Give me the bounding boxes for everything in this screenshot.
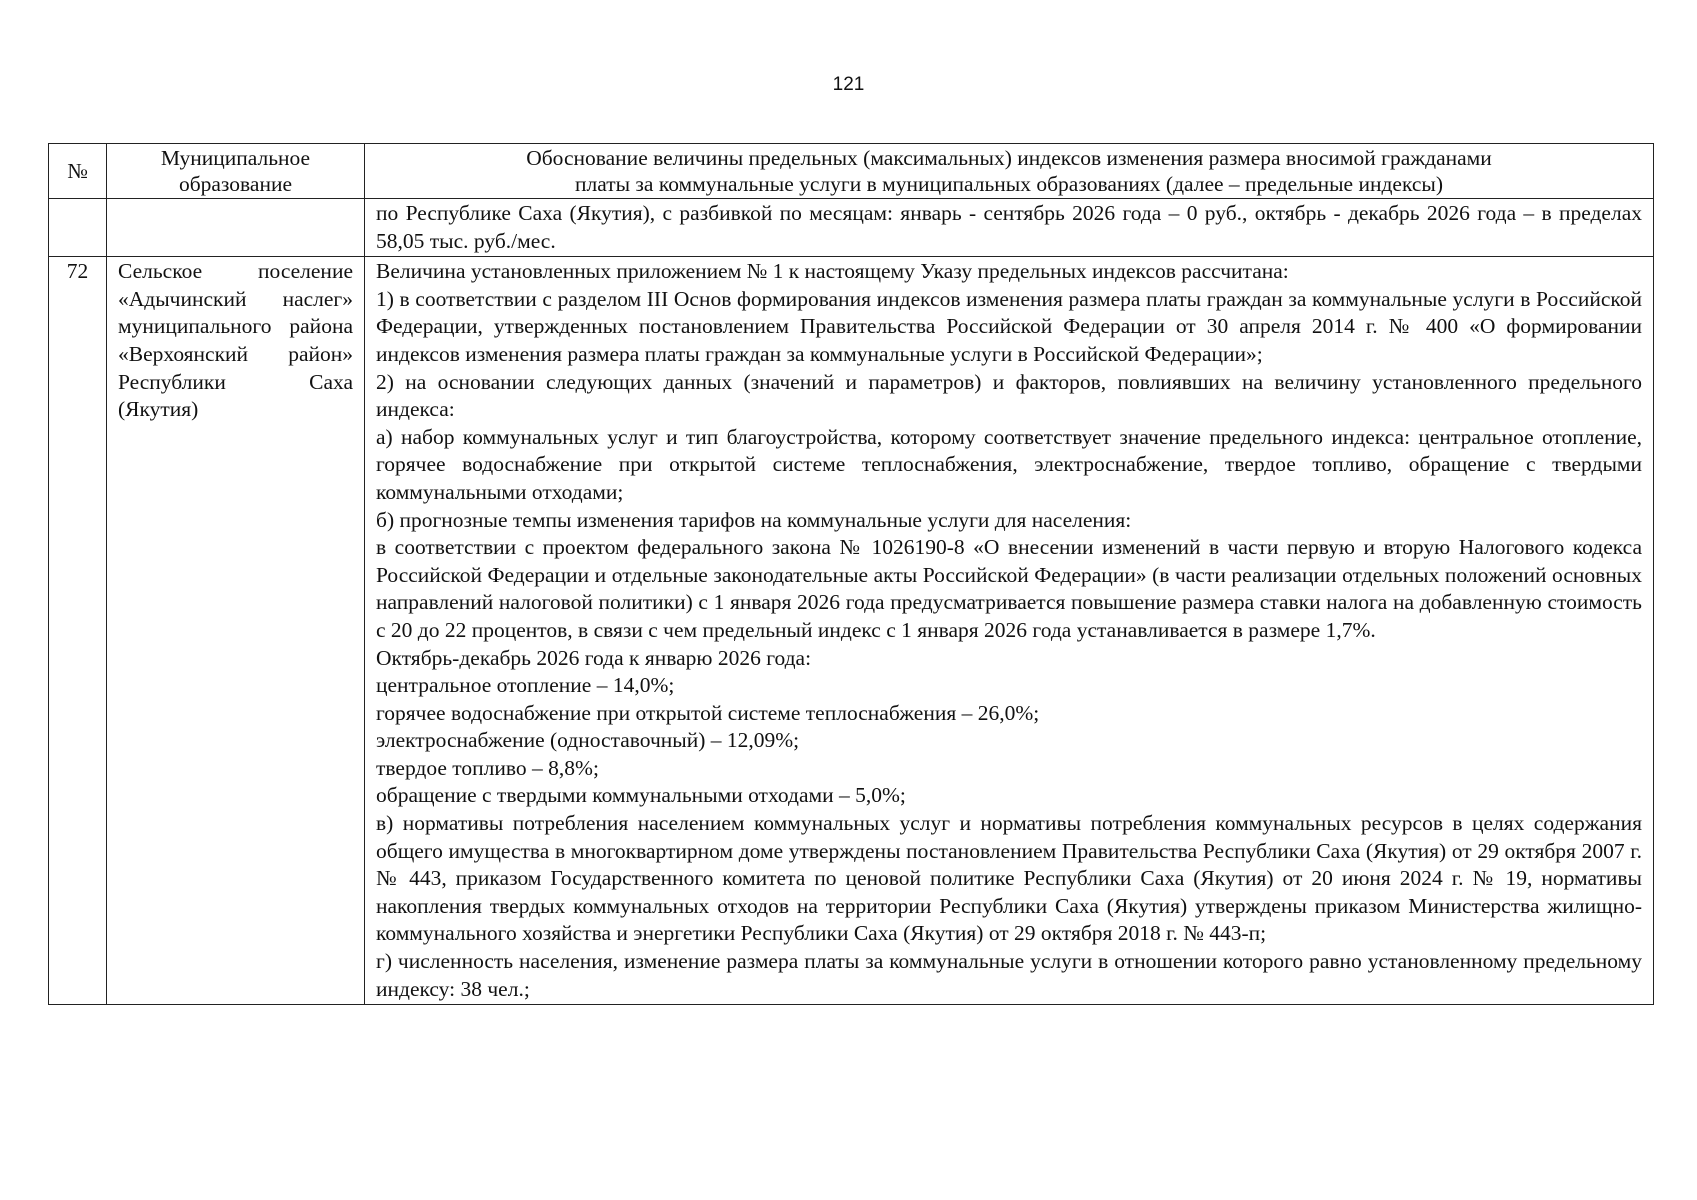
header-municipality-line2: образование — [178, 172, 293, 196]
paragraph-item-v: в) нормативы потребления населением коммунальных услуг и нормативы потребления коммунальных ресурсов в целях содержания общего имущества в многоквартирном доме утверждены постановлением Правительства Республики Саха (Якутия) от 29 октября 2007 г. № 443, приказом Государственного комитета по ценовой политике Республики Саха (Якутия) от 20 июня 2024 г. № 19, нормативы накопления твердых коммунальных отходов на территории Республики Саха (Якутия) утверждены приказом Министерства жилищно-коммунального хозяйства и энергетики Республики Саха (Якутия) от 29 октября 2018 г. № 443-п; — [376, 811, 1642, 946]
rate-central-heating: центральное отопление – 14,0%; — [376, 673, 675, 698]
table-row-72 — [49, 257, 1654, 1005]
rate-solid-fuel: твердое топливо – 8,8%; — [376, 755, 599, 780]
paragraph-item-a: а) набор коммунальных услуг и тип благоустройства, которому соответствует значение предельного индекса: центральное отопление, горячее водоснабжение при открытой системе теплоснабжения, электроснабжение, твердое топливо, обращение с твердыми коммунальными отходами; — [376, 424, 1642, 504]
paragraph-tax-change: в соответствии с проектом федерального закона № 1026190-8 «О внесении изменений в части первую и вторую Налогового кодекса Российской Федерации и отдельные законодательные акты Российской Федерации» (в части реализации отдельных положений основных направлений налоговой политики) с 1 января 2026 года предусматривается повышение размера ставки налога на добавленную стоимость с 20 до 22 процентов, в связи с чем предельный индекс с 1 января 2026 года устанавливается в размере 1,7%. — [376, 535, 1642, 642]
justification-cell — [365, 257, 1654, 1005]
continued-row-text: по Республике Саха (Якутия), с разбивкой по месяцам: январь - сентябрь 2026 года – 0 руб., октябрь - декабрь 2026 года – в пределах 58,05 тыс. руб./мес. — [365, 199, 1654, 257]
header-justification — [365, 144, 1654, 199]
table-header-row — [49, 144, 1654, 199]
rate-hot-water: горячее водоснабжение при открытой системе теплоснабжения – 26,0%; — [376, 700, 1040, 725]
paragraph-intro: Величина установленных приложением № 1 к настоящему Указу предельных индексов рассчитана: — [376, 259, 1289, 284]
header-justification-line1: Обоснование величины предельных (максимальных) индексов изменения размера вносимой гражданами — [526, 146, 1492, 170]
rate-solid-waste: обращение с твердыми коммунальными отходами – 5,0%; — [376, 783, 906, 808]
page-number: 121 — [832, 74, 865, 95]
municipality-name: Сельское поселение «Адычинский наслег» муниципального района «Верхоянский район» Республики Саха (Якутия) — [107, 257, 365, 1005]
header-justification-line2: платы за коммунальные услуги в муниципальных образованиях (далее – предельные индексы) — [575, 172, 1443, 196]
header-municipality-line1: Муниципальное — [160, 146, 311, 170]
paragraph-item-b: б) прогнозные темпы изменения тарифов на коммунальные услуги для населения: — [376, 507, 1132, 532]
continued-row-municipality — [107, 199, 365, 257]
paragraph-item-2: 2) на основании следующих данных (значений и параметров) и факторов, повлиявших на величину установленного предельного индекса: — [376, 369, 1642, 422]
header-municipality — [107, 144, 365, 199]
row-number: 72 — [49, 257, 107, 1005]
continued-row-number — [49, 199, 107, 257]
paragraph-item-1: 1) в соответствии с разделом III Основ формирования индексов изменения размера платы граждан за коммунальные услуги в Российской Федерации, утвержденных постановлением Правительства Российской Федерации от 30 апреля 2014 г. № 400 «О формировании индексов изменения размера платы граждан за коммунальные услуги в Российской Федерации»; — [376, 286, 1642, 366]
paragraph-item-g: г) численность населения, изменение размера платы за коммунальные услуги в отношении которого равно установленному предельному индексу: 38 чел.; — [376, 949, 1642, 1001]
paragraph-period-heading: Октябрь-декабрь 2026 года к январю 2026 года: — [376, 645, 812, 670]
rate-electricity: электроснабжение (одноставочный) – 12,09%; — [376, 728, 800, 753]
justification-table — [48, 143, 1654, 1005]
header-number: № — [49, 144, 107, 199]
table-row-continued — [49, 199, 1654, 257]
